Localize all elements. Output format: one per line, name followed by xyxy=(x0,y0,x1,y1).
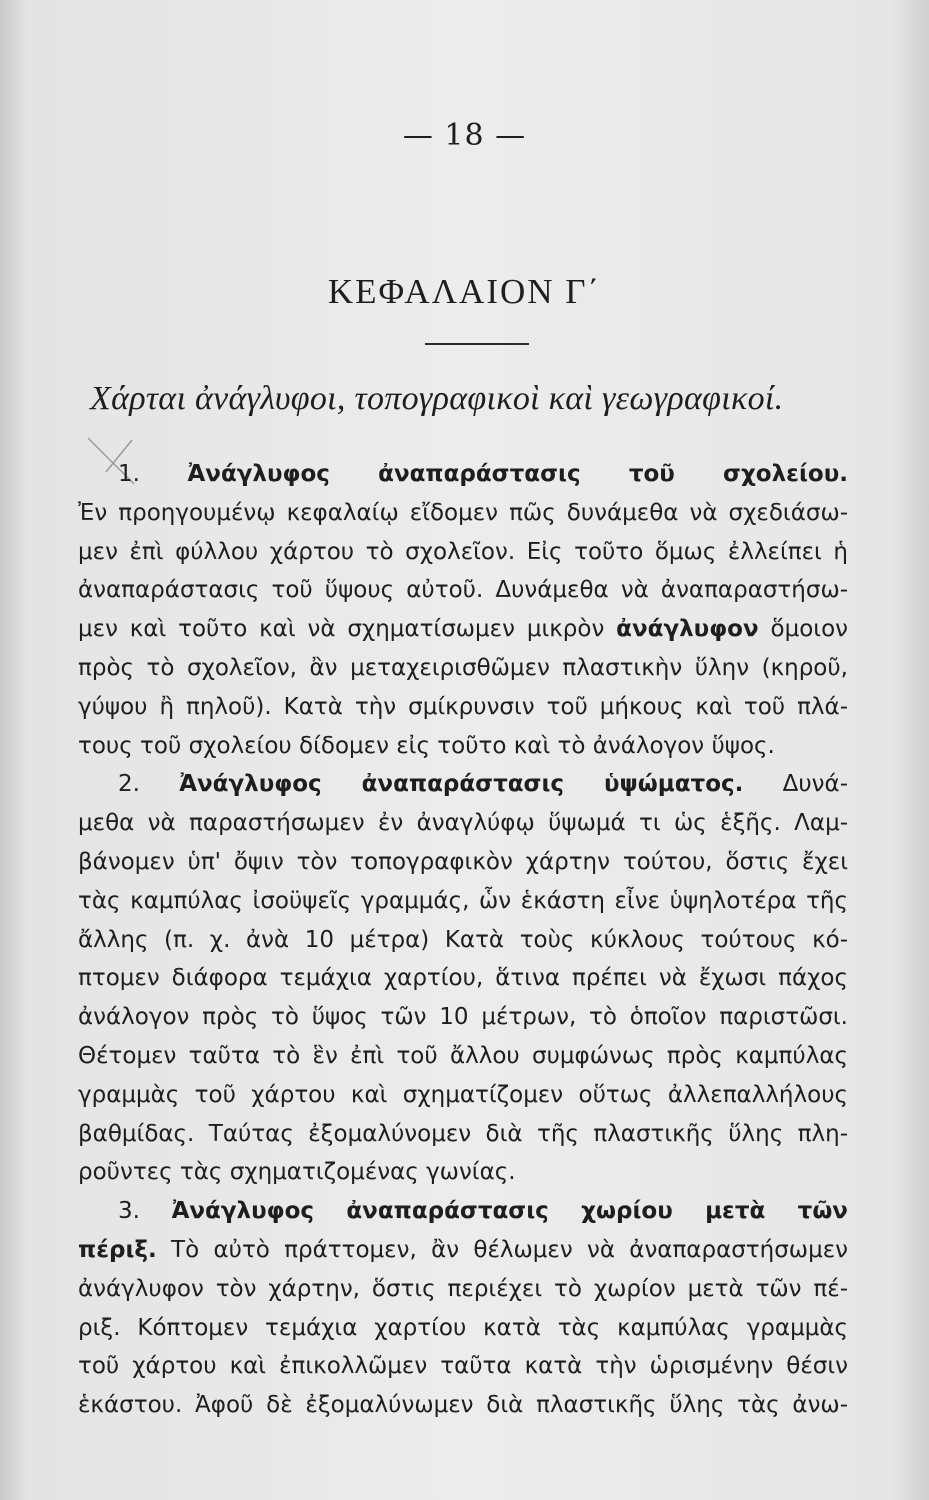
text-line xyxy=(78,882,848,921)
text-run: Ἐν προηγουμένῳ κεφαλαίῳ εἴδομεν πῶς δυνάμεθα νὰ σχεδιάσω- xyxy=(78,499,848,526)
text-line xyxy=(78,688,848,727)
text-line xyxy=(78,455,848,494)
text-run: Δυνά- xyxy=(743,771,848,798)
text-run: ριξ. Κόπτομεν τεμάχια χαρτίου κατὰ τὰς καμπύλας γραμμὰς xyxy=(78,1314,848,1341)
text-run: μεθα νὰ παραστήσωμεν ἐν ἀναγλύφῳ ὕψωμά τι ὡς ἑξῆς. Λαμ- xyxy=(78,810,848,837)
text-line xyxy=(78,1115,848,1154)
text-run: Τὸ αὐτὸ πράττομεν, ἂν θέλωμεν νὰ ἀναπαραστήσωμεν xyxy=(156,1236,848,1263)
text-run: πρὸς τὸ σχολεῖον, ἂν μεταχειρισθῶμεν πλαστικὴν ὕλην (κηροῦ, xyxy=(78,654,848,681)
text-line xyxy=(78,610,848,649)
text-line xyxy=(78,843,848,882)
emphasized-text: Ἀνάγλυφος ἀναπαράστασις χωρίου μετὰ τῶν xyxy=(171,1198,848,1225)
text-run: βάνομεν ὑπ' ὄψιν τὸν τοπογραφικὸν χάρτην τούτου, ὅστις ἔχει xyxy=(78,848,848,875)
text-run: τοῦ χάρτου καὶ ἐπικολλῶμεν ταῦτα κατὰ τὴν ὡρισμένην θέσιν xyxy=(78,1353,848,1380)
text-line xyxy=(78,959,848,998)
emphasized-text: Ἀνάγλυφος ἀναπαράστασις τοῦ σχολείου. xyxy=(187,461,848,487)
text-line xyxy=(78,1192,848,1231)
text-line xyxy=(78,921,848,960)
text-line xyxy=(78,1076,848,1115)
text-run: ἀνάλογον πρὸς τὸ ὕψος τῶν 10 μέτρων, τὸ ὁποῖον παριστῶσι. xyxy=(78,1004,848,1031)
text-run: γραμμὰς τοῦ χάρτου καὶ σχηματίζομεν οὕτως ἀλλεπαλλήλους xyxy=(78,1081,848,1108)
emphasized-text: ἀνάγλυφον xyxy=(616,616,759,643)
text-line xyxy=(78,533,848,572)
text-line xyxy=(78,1153,848,1192)
text-run: ἑκάστου. Ἀφοῦ δὲ ἐξομαλύνωμεν διὰ πλαστικῆς ὕλης τὰς ἀνω- xyxy=(78,1392,848,1419)
text-line xyxy=(78,1309,848,1348)
text-run: ἄλλης (π. χ. ἀνὰ 10 μέτρα) Κατὰ τοὺς κύκλους τούτους κό- xyxy=(78,926,848,953)
text-run: Θέτομεν ταῦτα τὸ ἓν ἐπὶ τοῦ ἄλλου συμφώνως πρὸς καμπύλας xyxy=(78,1042,848,1069)
text-line xyxy=(78,1347,848,1386)
text-line xyxy=(78,1270,848,1309)
body-text xyxy=(78,455,848,1425)
text-run: 1. xyxy=(118,461,188,487)
page-number: — 18 — xyxy=(402,118,527,153)
text-run: βαθμίδας. Ταύτας ἐξομαλύνομεν διὰ τῆς πλαστικῆς ὕλης πλη- xyxy=(78,1120,848,1147)
text-line xyxy=(78,998,848,1037)
text-line xyxy=(78,727,848,766)
chapter-heading: ΚΕΦΑΛΑΙΟΝ Γ΄ xyxy=(327,272,602,311)
text-run: ἀναπαράστασις τοῦ ὕψους αὐτοῦ. Δυνάμεθα νὰ ἀναπαραστήσω- xyxy=(78,577,848,604)
text-run: 2. xyxy=(118,771,180,798)
text-run: τὰς καμπύλας ἰσοϋψεῖς γραμμάς, ὧν ἑκάστη εἶνε ὑψηλοτέρα τῆς xyxy=(78,887,848,914)
text-line xyxy=(78,1231,848,1270)
text-run: ὅμοιον xyxy=(758,616,848,643)
text-run: τους τοῦ σχολείου δίδομεν εἰς τοῦτο καὶ τὸ ἀνάλογον ὕψος. xyxy=(78,732,775,759)
text-run: μεν καὶ τοῦτο καὶ νὰ σχηματίσωμεν μικρὸν xyxy=(78,616,617,643)
text-line xyxy=(78,571,848,610)
emphasized-text: πέριξ. xyxy=(78,1236,157,1263)
text-run: πτομεν διάφορα τεμάχια χαρτίου, ἅτινα πρέπει νὰ ἔχωσι πάχος xyxy=(78,965,848,992)
text-line xyxy=(78,804,848,843)
text-line xyxy=(78,649,848,688)
emphasized-text: Ἀνάγλυφος ἀναπαράστασις ὑψώματος. xyxy=(179,771,744,798)
text-line xyxy=(78,1037,848,1076)
chapter-subtitle: Χάρται ἀνάγλυφοι, τοπογραφικοὶ καὶ γεωγραφικοί. xyxy=(90,380,784,417)
text-line xyxy=(78,494,848,533)
heading-rule xyxy=(425,343,529,345)
text-line xyxy=(78,765,848,804)
text-run: 3. xyxy=(118,1198,172,1225)
text-run: ἀνάγλυφον τὸν χάρτην, ὅστις περιέχει τὸ χωρίον μετὰ τῶν πέ- xyxy=(78,1275,848,1302)
text-run: γύψου ἢ πηλοῦ). Κατὰ τὴν σμίκρυνσιν τοῦ μήκους καὶ τοῦ πλά- xyxy=(78,693,848,720)
text-run: ροῦντες τὰς σχηματιζομένας γωνίας. xyxy=(78,1159,516,1186)
text-line xyxy=(78,1386,848,1425)
text-run: μεν ἐπὶ φύλλου χάρτου τὸ σχολεῖον. Εἰς τοῦτο ὅμως ἐλλείπει ἡ xyxy=(78,538,848,565)
